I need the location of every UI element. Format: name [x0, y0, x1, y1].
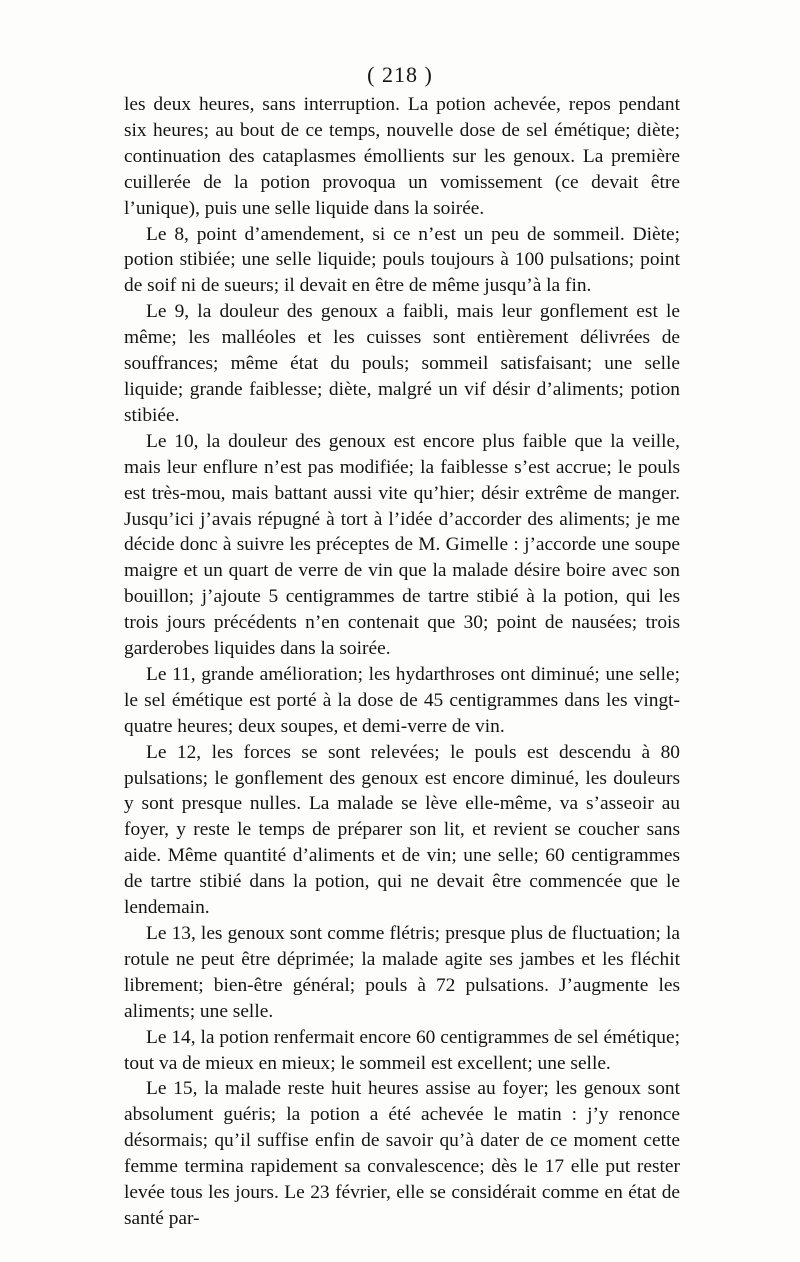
paragraph-day-15: Le 15, la malade reste huit heures assise au foyer; les genoux sont absolument guéris; la potion a été achevée le matin : j’y renonce désormais; qu’il suffise enfin de savoir qu’à dater de ce moment cette femme termina rapidement sa convalescence; dès le 17 elle put rester levée tous les jours. Le 23 février, elle se considérait comme en état de santé par-: [124, 1078, 680, 1229]
paragraph-day-10: Le 10, la douleur des genoux est encore plus faible que la veille, mais leur enflure n’est pas modifiée; la faiblesse s’est accrue; le pouls est très-mou, mais battant aussi vite qu’hier; désir extrême de manger. Jusqu’ici j’avais répugné à tort à l’idée d’accorder des aliments; je me décide donc à suivre les préceptes de M. Gimelle : j’accorde une soupe maigre et un quart de verre de vin que la malade désire boire avec son bouillon; j’ajoute 5 centigrammes de tartre stibié à la potion, qui les trois jours précédents n’en contenait que 30; point de nausées; trois garderobes liquides dans la soirée.: [124, 430, 680, 660]
paragraph-day-12: Le 12, les forces se sont relevées; le pouls est descendu à 80 pulsations; le gonflement des genoux est encore diminué, les douleurs y sont presque nulles. La malade se lève elle-même, va s’asseoir au foyer, y reste le temps de préparer son lit, et revient se coucher sans aide. Même quantité d’aliments et de vin; une selle; 60 centigrammes de tartre stibié dans la potion, qui ne devait être commencée que le lendemain.: [124, 741, 680, 919]
paragraph-day-11: Le 11, grande amélioration; les hydarthroses ont diminué; une selle; le sel émétique est porté à la dose de 45 centigrammes dans les vingt-quatre heures; deux soupes, et demi-verre de vin.: [124, 663, 680, 737]
page-number: ( 218 ): [367, 62, 433, 87]
paragraph-continuation: les deux heures, sans interruption. La potion achevée, repos pendant six heures; au bout de ce temps, nouvelle dose de sel émétique; diète; continuation des cataplasmes émollients sur les genoux. La première cuillerée de la potion provoqua un vomissement (ce devait être l’unique), puis une selle liquide dans la soirée.: [124, 94, 680, 219]
paragraph-day-14: Le 14, la potion renfermait encore 60 centigrammes de sel émétique; tout va de mieux en mieux; le sommeil est excellent; une selle.: [124, 1026, 680, 1074]
paragraph-day-9: Le 9, la douleur des genoux a faibli, mais leur gonflement est le même; les malléoles et les cuisses sont entièrement délivrées de souffrances; même état du pouls; sommeil satisfaisant; une selle liquide; grande faiblesse; diète, malgré un vif désir d’aliments; potion stibiée.: [124, 301, 680, 426]
paragraph-day-8: Le 8, point d’amendement, si ce n’est un peu de sommeil. Diète; potion stibiée; une selle liquide; pouls toujours à 100 pulsations; point de soif ni de sueurs; il devait en être de même jusqu’à la fin.: [124, 223, 680, 297]
body-text: [124, 92, 680, 1232]
paragraph-day-13: Le 13, les genoux sont comme flétris; presque plus de fluctuation; la rotule ne peut être déprimée; la malade agite ses jambes et les fléchit librement; bien-être général; pouls à 72 pulsations. J’augmente les aliments; une selle.: [124, 923, 680, 1022]
